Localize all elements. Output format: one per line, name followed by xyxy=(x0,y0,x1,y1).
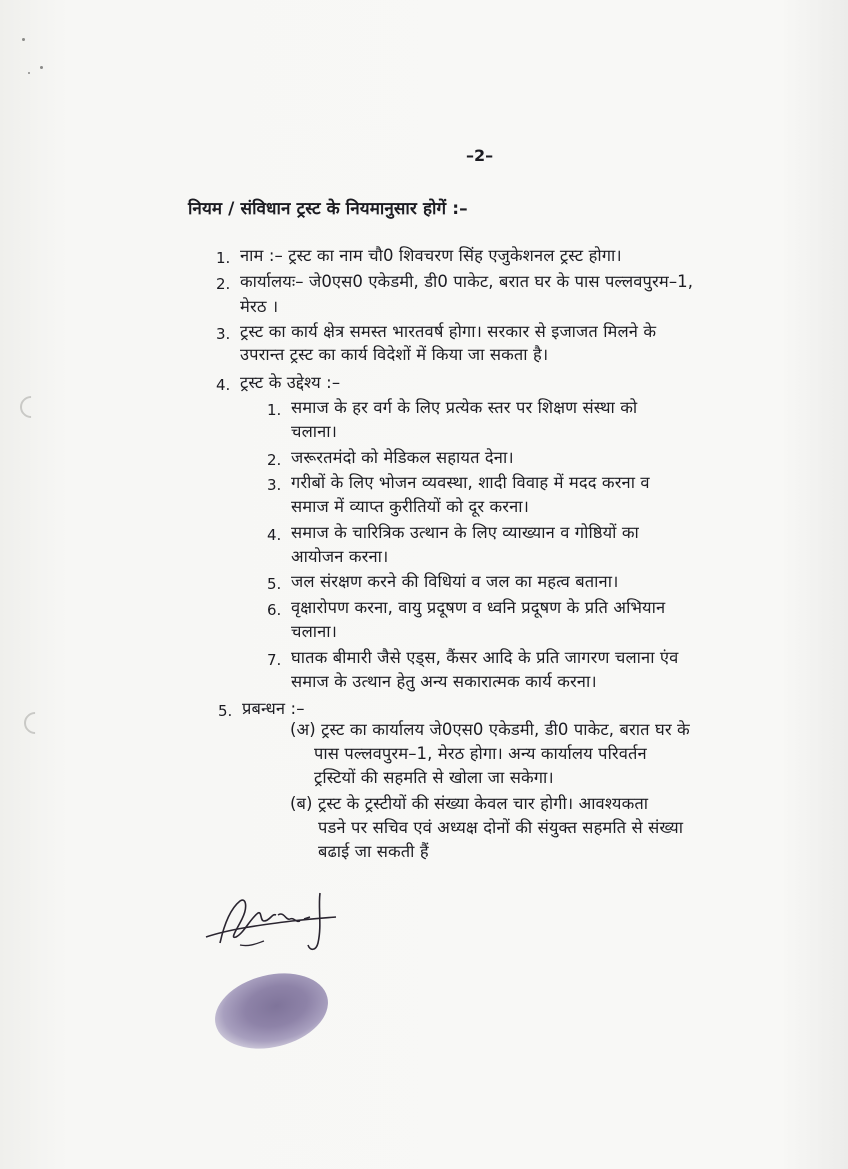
objective-line: चलाना। xyxy=(291,622,338,641)
scan-speck xyxy=(28,72,30,74)
objective-number: 3. xyxy=(267,476,282,494)
item-number: 1. xyxy=(216,249,231,267)
objective-number: 6. xyxy=(267,601,282,619)
objective-number: 2. xyxy=(267,451,282,469)
objective-line: समाज के हर वर्ग के लिए प्रत्येक स्तर पर शिक्षण संस्था को xyxy=(291,398,638,417)
punch-hole-mark xyxy=(15,391,46,422)
scan-speck xyxy=(40,66,43,69)
clause-line: पडने पर सचिव एवं अध्यक्ष दोनों की संयुक्त सहमति से संख्या xyxy=(318,818,684,837)
objective-line: समाज में व्याप्त कुरीतियों को दूर करना। xyxy=(291,497,530,516)
objective-number: 1. xyxy=(267,401,282,419)
item-number: 3. xyxy=(216,325,231,343)
objective-line: घातक बीमारी जैसे एड्स, कैंसर आदि के प्रति जागरण चलाना एंव xyxy=(291,648,679,667)
page-number: –2– xyxy=(466,146,494,165)
objective-line: समाज के चारित्रिक उत्थान के लिए व्याख्यान व गोष्ठियों का xyxy=(291,523,639,542)
thumb-impression xyxy=(207,962,336,1060)
scan-speck xyxy=(22,38,25,41)
item-line: ट्रस्ट का कार्य क्षेत्र समस्त भारतवर्ष होगा। सरकार से इजाजत मिलने के xyxy=(240,322,657,341)
item-line: ट्रस्ट के उद्देश्य :– xyxy=(240,373,341,392)
punch-hole-mark xyxy=(19,707,50,738)
objective-line: समाज के उत्थान हेतु अन्य सकारात्मक कार्य करना। xyxy=(291,672,597,691)
objective-number: 7. xyxy=(267,651,282,669)
item-line: उपरान्त ट्रस्ट का कार्य विदेशों में किया जा सकता है। xyxy=(240,345,549,364)
clause-line: (ब) ट्रस्ट के ट्रस्टीयों की संख्या केवल चार होगी। आवश्यकता xyxy=(290,794,649,813)
objective-line: चलाना। xyxy=(291,422,338,441)
section-heading: नियम / संविधान ट्रस्ट के नियमानुसार होगें :– xyxy=(188,199,468,219)
clause-line: पास पल्लवपुरम–1, मेरठ होगा। अन्य कार्यालय परिवर्तन xyxy=(314,744,647,763)
item-line: कार्यालयः– जे0एस0 एकेडमी, डी0 पाकेट, बरात घर के पास पल्लवपुरम–1, xyxy=(240,272,694,291)
objective-line: आयोजन करना। xyxy=(291,547,389,566)
item-number: 2. xyxy=(216,275,231,293)
objective-number: 4. xyxy=(267,526,282,544)
management-title: प्रबन्धन :– xyxy=(242,699,305,718)
clause-line: बढाई जा सकती हैं xyxy=(318,842,429,861)
item-number: 4. xyxy=(216,376,231,394)
item-line: मेरठ । xyxy=(240,297,279,316)
objective-line: गरीबों के लिए भोजन व्यवस्था, शादी विवाह में मदद करना व xyxy=(291,473,650,492)
handwritten-signature xyxy=(200,885,340,965)
item-number: 5. xyxy=(218,702,233,720)
objective-number: 5. xyxy=(267,575,282,593)
objective-line: जरूरतमंदो को मेडिकल सहायत देना। xyxy=(291,448,514,467)
clause-line: ट्रस्टियों की सहमति से खोला जा सकेगा। xyxy=(314,768,554,787)
objective-line: वृक्षारोपण करना, वायु प्रदूषण व ध्वनि प्रदूषण के प्रति अभियान xyxy=(291,598,666,617)
objective-line: जल संरक्षण करने की विधियां व जल का महत्व बताना। xyxy=(291,572,619,591)
item-line: नाम :– ट्रस्ट का नाम चौ0 शिवचरण सिंह एजुकेशनल ट्रस्ट होगा। xyxy=(240,246,622,265)
clause-line: (अ) ट्रस्ट का कार्यालय जे0एस0 एकेडमी, डी0 पाकेट, बरात घर के xyxy=(290,720,690,739)
